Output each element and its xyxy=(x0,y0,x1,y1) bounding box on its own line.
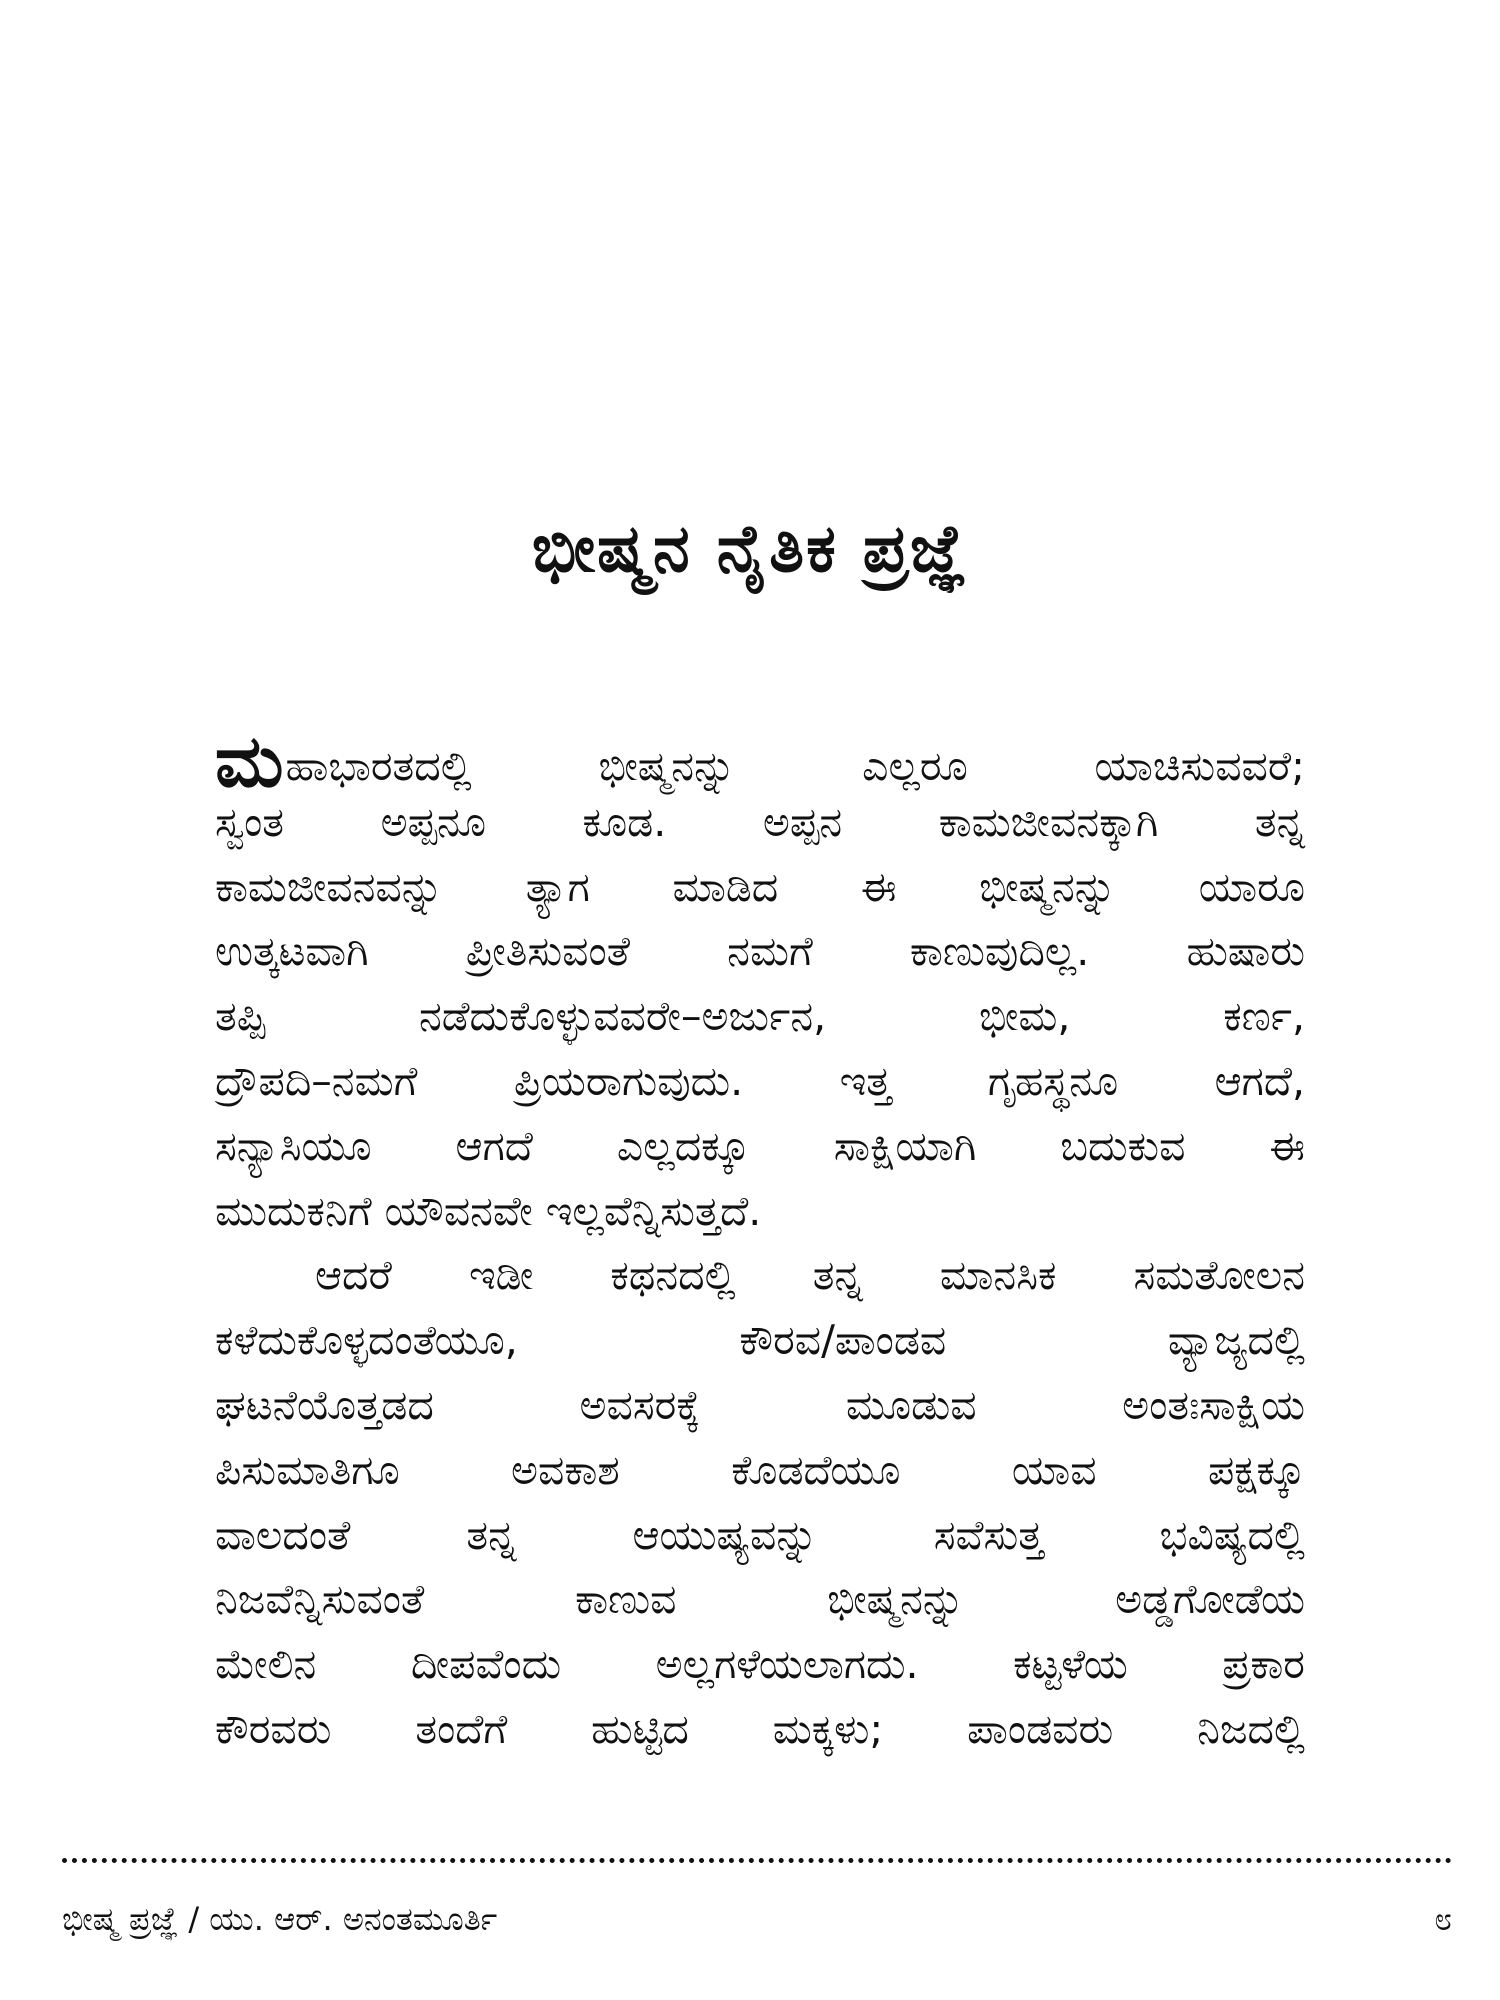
text-line: ಮುದುಕನಿಗೆ ಯೌವನವೇ ಇಲ್ಲವೆನ್ನಿಸುತ್ತದೆ. xyxy=(215,1186,762,1235)
text-line: ಕಾಮಜೀವನವನ್ನು ತ್ಯಾಗ ಮಾಡಿದ ಈ ಭೀಷ್ಮನನ್ನು ಯಾರೂ xyxy=(215,862,1305,911)
text-line: ನಿಜವೆನ್ನಿಸುವಂತೆ ಕಾಣುವ ಭೀಷ್ಮನನ್ನು ಅಡ್ಡಗೋಡೆಯ xyxy=(215,1575,1305,1624)
text-line: ಸನ್ಯಾಸಿಯೂ ಆಗದೆ ಎಲ್ಲದಕ್ಕೂ ಸಾಕ್ಷಿಯಾಗಿ ಬದುಕುವ ಈ xyxy=(215,1121,1305,1170)
text-line: ಮಹಾಭಾರತದಲ್ಲಿ ಭೀಷ್ಮನನ್ನು ಎಲ್ಲರೂ ಯಾಚಿಸುವವರೆ; xyxy=(215,719,1305,803)
body-text xyxy=(215,719,1305,1762)
page-number: ೮ xyxy=(1434,1900,1452,1938)
text-line: ಕಳೆದುಕೊಳ್ಳದಂತೆಯೂ, ಕೌರವ/ಪಾಂಡವ ವ್ಯಾಜ್ಯದಲ್ಲಿ xyxy=(215,1316,1305,1365)
text-line: ದ್ರೌಪದಿ–ನಮಗೆ ಪ್ರಿಯರಾಗುವುದು. ಇತ್ತ ಗೃಹಸ್ಥನೂ ಆಗದೆ, xyxy=(215,1056,1305,1105)
running-head: ಭೀಷ್ಮ ಪ್ರಜ್ಞೆ / ಯು. ಆರ್. ಅನಂತಮೂರ್ತಿ xyxy=(62,1900,498,1938)
footer-divider xyxy=(62,1858,1452,1863)
drop-cap: ಮ xyxy=(215,719,284,803)
text-line: ತಪ್ಪಿ ನಡೆದುಕೊಳ್ಳುವವರೇ–ಅರ್ಜುನ, ಭೀಮ, ಕರ್ಣ, xyxy=(215,992,1305,1041)
text-line: ಆದರೆ ಇಡೀ ಕಥನದಲ್ಲಿ ತನ್ನ ಮಾನಸಿಕ ಸಮತೋಲನ xyxy=(315,1251,1305,1300)
text-line: ಉತ್ಕಟವಾಗಿ ಪ್ರೀತಿಸುವಂತೆ ನಮಗೆ ಕಾಣುವುದಿಲ್ಲ. ಹುಷಾರು xyxy=(215,927,1305,976)
page-footer xyxy=(62,1894,1452,1944)
text-line: ವಾಲದಂತೆ ತನ್ನ ಆಯುಷ್ಯವನ್ನು ಸವೆಸುತ್ತ ಭವಿಷ್ಯದಲ್ಲಿ xyxy=(215,1510,1305,1559)
text-line: ಘಟನೆಯೊತ್ತಡದ ಅವಸರಕ್ಕೆ ಮೂಡುವ ಅಂತಃಸಾಕ್ಷಿಯ xyxy=(215,1380,1305,1429)
text-line: ಸ್ವಂತ ಅಪ್ಪನೂ ಕೂಡ. ಅಪ್ಪನ ಕಾಮಜೀವನಕ್ಕಾಗಿ ತನ್ನ xyxy=(215,797,1305,846)
text-line: ಮೇಲಿನ ದೀಪವೆಂದು ಅಲ್ಲಗಳೆಯಲಾಗದು. ಕಟ್ಟಳೆಯ ಪ್ರಕಾರ xyxy=(215,1640,1305,1689)
text-line: ಕೌರವರು ತಂದೆಗೆ ಹುಟ್ಟಿದ ಮಕ್ಕಳು; ಪಾಂಡವರು ನಿಜದಲ್ಲಿ xyxy=(215,1704,1305,1753)
chapter-title: ಭೀಷ್ಮನ ನೈತಿಕ ಪ್ರಜ್ಞೆ xyxy=(531,510,969,588)
text-line: ಪಿಸುಮಾತಿಗೂ ಅವಕಾಶ ಕೊಡದೆಯೂ ಯಾವ ಪಕ್ಷಕ್ಕೂ xyxy=(215,1445,1305,1494)
